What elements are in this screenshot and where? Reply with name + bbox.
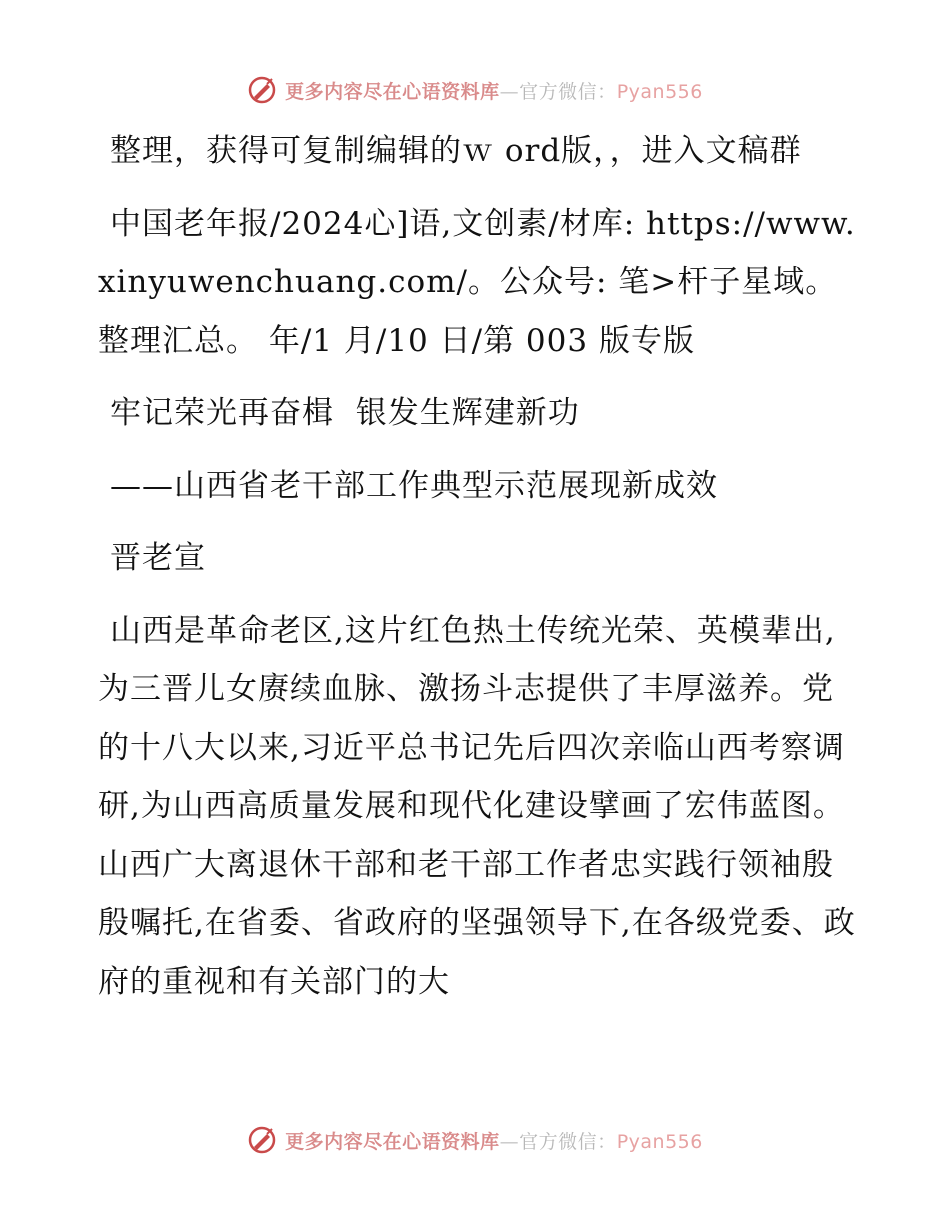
source-line: 中国老年报/2024心]语,文创素/材库: https://www.xinyuwenchuang.com/。公众号: 笔>杆子星域。整理汇总。 年/1 月/10 日/第 003 版专版 (98, 205, 856, 359)
quill-seal-icon (247, 75, 277, 105)
watermark-text (285, 1127, 703, 1154)
watermark-account: Pyan556 (616, 1130, 703, 1153)
article-subtitle: ——山西省老干部工作典型示范展现新成效 (110, 467, 718, 504)
article-author: 晋老宣 (110, 540, 206, 576)
article-body: 山西是革命老区,这片红色热土传统光荣、英模辈出,为三晋儿女赓续血脉、激扬斗志提供了丰厚滋养。党的十八大以来,习近平总书记先后四次亲临山西考察调研,为山西高质量发展和现代化建设擘画了宏伟蓝图。山西广大离退休干部和老干部工作者忠实践行领袖殷殷嘱托,在省委、省政府的坚强领导下,在各级党委、政府的重视和有关部门的大 (98, 612, 856, 1000)
header-watermark (0, 70, 950, 110)
watermark-separator: — (499, 1130, 520, 1153)
watermark-account: Pyan556 (616, 80, 703, 103)
watermark-site: 更多内容尽在心语资料库 (285, 80, 500, 103)
footer-watermark (0, 1120, 950, 1160)
watermark-official: 官方微信： (519, 80, 617, 103)
intro-note: 整理，获得可复制编辑的ｗ ord版，，进入文稿群 (110, 133, 802, 169)
document-content (98, 122, 858, 1025)
watermark-site: 更多内容尽在心语资料库 (285, 1130, 500, 1153)
quill-seal-icon (247, 1125, 277, 1155)
watermark-text (285, 77, 703, 104)
watermark-separator: — (499, 80, 520, 103)
watermark-official: 官方微信： (519, 1130, 617, 1153)
article-title: 牢记荣光再奋楫 银发生辉建新功 (110, 395, 580, 431)
